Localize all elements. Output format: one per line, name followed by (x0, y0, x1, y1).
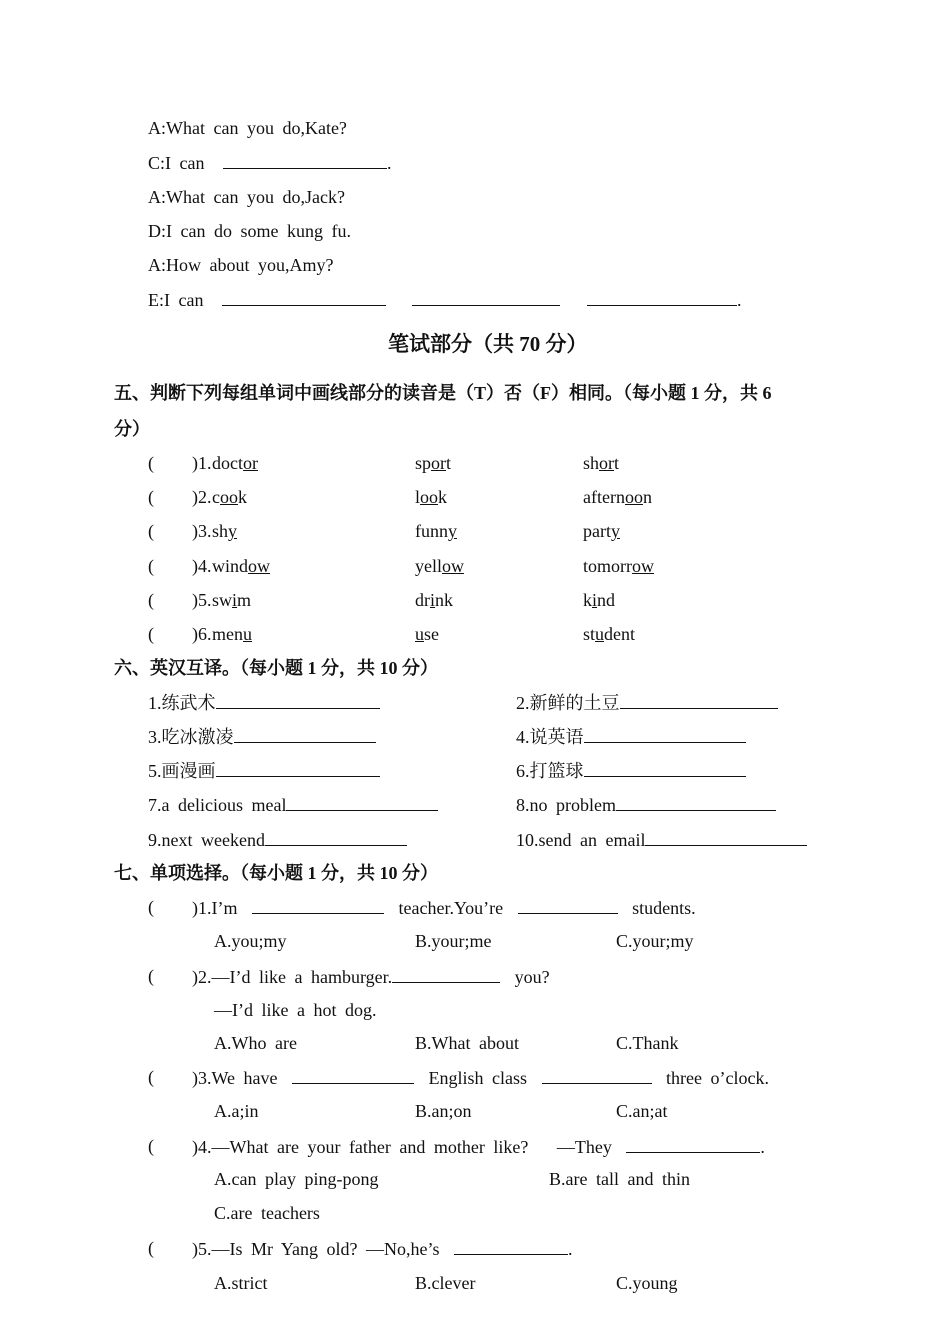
row-number: )2. (192, 487, 212, 507)
row-number: )6. (192, 624, 212, 644)
word-2 (415, 519, 457, 543)
q3-option-c[interactable]: C.an;at (616, 1101, 668, 1121)
question-1-text: )1.I’m (192, 898, 238, 918)
answer-blank[interactable] (292, 1065, 414, 1084)
word-part: k (238, 487, 247, 507)
word-part: l (415, 487, 421, 507)
dialogue-line-6: E:I can . (148, 287, 741, 312)
dialogue-line-1: A:What can you do,Kate? (148, 118, 347, 138)
translation-item-5 (148, 758, 380, 783)
answer-blank[interactable] (645, 827, 807, 846)
q4-option-a[interactable]: A.can play ping-pong (214, 1169, 379, 1189)
word-3 (583, 485, 652, 509)
answer-blank[interactable] (587, 287, 737, 306)
paren: ( (148, 624, 154, 644)
translation-prompt: 3.吃冰激凌 (148, 727, 234, 747)
word-2 (415, 588, 453, 612)
row-number: )1. (192, 453, 212, 473)
translation-prompt: 5.画漫画 (148, 761, 216, 781)
answer-blank[interactable] (216, 690, 380, 709)
word-part: c (212, 487, 220, 507)
word-1 (212, 519, 237, 543)
dialogue-line-2: C:I can . (148, 150, 391, 175)
paren: ( (148, 521, 154, 541)
dialogue-line-4: D:I can do some kung fu. (148, 221, 351, 241)
q3-option-b[interactable]: B.an;on (415, 1101, 472, 1121)
underlined-letters: i (232, 590, 238, 610)
word-1 (212, 588, 251, 612)
word-1 (212, 485, 247, 509)
q5-option-b[interactable]: B.clever (415, 1273, 476, 1293)
q2-option-b[interactable]: B.What about (415, 1033, 519, 1053)
underlined-letters: or (599, 453, 615, 473)
paren: ( (148, 897, 154, 917)
answer-blank[interactable] (223, 150, 387, 169)
row-number: )3. (192, 521, 212, 541)
translation-item-4 (516, 724, 746, 749)
translation-item-1 (148, 690, 380, 715)
word-part: k (438, 487, 448, 507)
answer-blank[interactable] (584, 758, 746, 777)
question-2 (192, 964, 550, 989)
answer-blank[interactable] (518, 895, 618, 914)
answer-blank[interactable] (616, 792, 776, 811)
word-part: sp (415, 453, 432, 473)
word-part: dr (415, 590, 430, 610)
word-part: t (614, 453, 620, 473)
question-5-end: . (568, 1239, 573, 1259)
underlined-letters: y (448, 521, 457, 541)
translation-item-3 (148, 724, 376, 749)
word-part: tomorr (583, 556, 632, 576)
word-part: sw (212, 590, 233, 610)
word-part: doct (212, 453, 243, 473)
question-2-reply: —I’d like a hot dog. (214, 1000, 377, 1020)
section-6-heading: 六、英汉互译。（每小题 1 分，共 10 分） (114, 658, 438, 678)
underlined-letters: i (430, 590, 436, 610)
underlined-letters: or (243, 453, 258, 473)
translation-item-10 (516, 827, 807, 852)
answer-blank[interactable] (620, 690, 778, 709)
answer-blank[interactable] (222, 287, 386, 306)
underlined-letters: oo (220, 487, 238, 507)
word-part: k (583, 590, 592, 610)
answer-blank[interactable] (216, 758, 380, 777)
underlined-letters: i (592, 590, 598, 610)
word-2 (415, 451, 451, 475)
question-1-end: students. (632, 898, 696, 918)
translation-prompt: 9.next weekend (148, 830, 265, 850)
underlined-letters: or (431, 453, 447, 473)
paren: ( (148, 1067, 154, 1087)
q2-option-a[interactable]: A.Who are (214, 1033, 297, 1053)
paren: ( (148, 966, 154, 986)
question-3 (192, 1065, 769, 1090)
translation-prompt: 7.a delicious meal (148, 795, 287, 815)
translation-item-6 (516, 758, 746, 783)
word-3 (583, 519, 620, 543)
word-part: n (642, 487, 652, 507)
translation-prompt: 1.练武术 (148, 693, 216, 713)
row-number: )4. (192, 556, 212, 576)
q2-option-c[interactable]: C.Thank (616, 1033, 679, 1053)
word-part: part (583, 521, 611, 541)
paren: ( (148, 453, 154, 473)
answer-blank[interactable] (584, 724, 746, 743)
paren: ( (148, 1136, 154, 1156)
word-2 (415, 554, 464, 578)
word-1 (212, 622, 252, 646)
paren: ( (148, 1238, 154, 1258)
translation-item-2 (516, 690, 778, 715)
question-4 (192, 1134, 765, 1159)
word-3 (583, 451, 619, 475)
question-4-text: )4.—What are your father and mother like? (192, 1137, 529, 1157)
q1-option-b[interactable]: B.your;me (415, 931, 492, 951)
translation-item-8 (516, 792, 776, 817)
answer-blank[interactable] (454, 1236, 568, 1255)
word-part: sh (212, 521, 229, 541)
translation-prompt: 6.打篮球 (516, 761, 584, 781)
section-5-heading: 五、判断下列每组单词中画线部分的读音是（T）否（F）相同。（每小题 1 分，共 6 (114, 383, 772, 403)
word-2 (415, 622, 439, 646)
word-part: nd (597, 590, 616, 610)
underlined-letters: ow (248, 556, 270, 576)
word-part: dent (604, 624, 636, 644)
word-part: wind (212, 556, 248, 576)
underlined-letters: ow (442, 556, 464, 576)
question-2-end: you? (514, 967, 550, 987)
translation-prompt: 10.send an email (516, 830, 646, 850)
underlined-letters: ow (632, 556, 654, 576)
question-1 (192, 895, 696, 920)
word-part: m (237, 590, 252, 610)
dialogue-line-6-text: E:I can (148, 290, 204, 310)
underlined-letters: y (228, 521, 238, 541)
translation-prompt: 2.新鲜的土豆 (516, 693, 620, 713)
answer-blank[interactable] (265, 827, 407, 846)
word-part: nk (435, 590, 454, 610)
dialogue-line-5: A:How about you,Amy? (148, 255, 334, 275)
q4-option-b[interactable]: B.are tall and thin (549, 1169, 690, 1189)
paren: ( (148, 590, 154, 610)
answer-blank[interactable] (412, 287, 560, 306)
answer-blank[interactable] (542, 1065, 652, 1084)
answer-blank[interactable] (234, 724, 376, 743)
translation-prompt: 4.说英语 (516, 727, 584, 747)
word-part: aftern (583, 487, 625, 507)
underlined-letters: u (415, 624, 424, 644)
word-part: sh (583, 453, 600, 473)
question-3-mid: English class (428, 1068, 528, 1088)
q1-option-c[interactable]: C.your;my (616, 931, 694, 951)
question-3-end: three o’clock. (666, 1068, 769, 1088)
translation-item-9 (148, 827, 407, 852)
word-2 (415, 485, 447, 509)
underlined-letters: oo (624, 487, 643, 507)
question-2-text: )2.—I’d like a hamburger. (192, 967, 393, 987)
row-number: )5. (192, 590, 212, 610)
word-3 (583, 588, 615, 612)
answer-blank[interactable] (392, 964, 500, 983)
section-7-heading: 七、单项选择。（每小题 1 分，共 10 分） (114, 863, 438, 883)
word-1 (212, 554, 270, 578)
underlined-letters: u (595, 624, 605, 644)
question-5 (192, 1236, 573, 1261)
question-3-text: )3.We have (192, 1068, 278, 1088)
word-3 (583, 622, 635, 646)
underlined-letters: y (610, 521, 620, 541)
q1-option-a[interactable]: A.you;my (214, 931, 287, 951)
answer-blank[interactable] (252, 895, 384, 914)
word-1 (212, 451, 258, 475)
paren: ( (148, 556, 154, 576)
section-5-heading-cont: 分） (114, 419, 150, 439)
translation-item-7 (148, 792, 438, 817)
paren: ( (148, 487, 154, 507)
word-part: st (583, 624, 596, 644)
translation-prompt: 8.no problem (516, 795, 616, 815)
word-part: funn (415, 521, 448, 541)
q3-option-a[interactable]: A.a;in (214, 1101, 259, 1121)
word-3 (583, 554, 654, 578)
q5-option-a[interactable]: A.strict (214, 1273, 268, 1293)
q5-option-c[interactable]: C.young (616, 1273, 678, 1293)
underlined-letters: oo (420, 487, 439, 507)
dialogue-line-3: A:What can you do,Jack? (148, 187, 345, 207)
q4-option-c[interactable]: C.are teachers (214, 1203, 320, 1223)
word-part: yell (415, 556, 442, 576)
question-5-text: )5.—Is Mr Yang old? —No,he’s (192, 1239, 440, 1259)
question-4-end: . (760, 1137, 765, 1157)
question-1-mid: teacher.You’re (398, 898, 504, 918)
word-part: se (424, 624, 439, 644)
written-part-title: 笔试部分（共 70 分） (388, 332, 588, 356)
word-part: t (446, 453, 452, 473)
dialogue-line-2-text: C:I can (148, 153, 205, 173)
question-4-mid: —They (556, 1137, 612, 1157)
answer-blank[interactable] (626, 1134, 760, 1153)
answer-blank[interactable] (286, 792, 438, 811)
word-part: men (212, 624, 243, 644)
underlined-letters: u (243, 624, 252, 644)
